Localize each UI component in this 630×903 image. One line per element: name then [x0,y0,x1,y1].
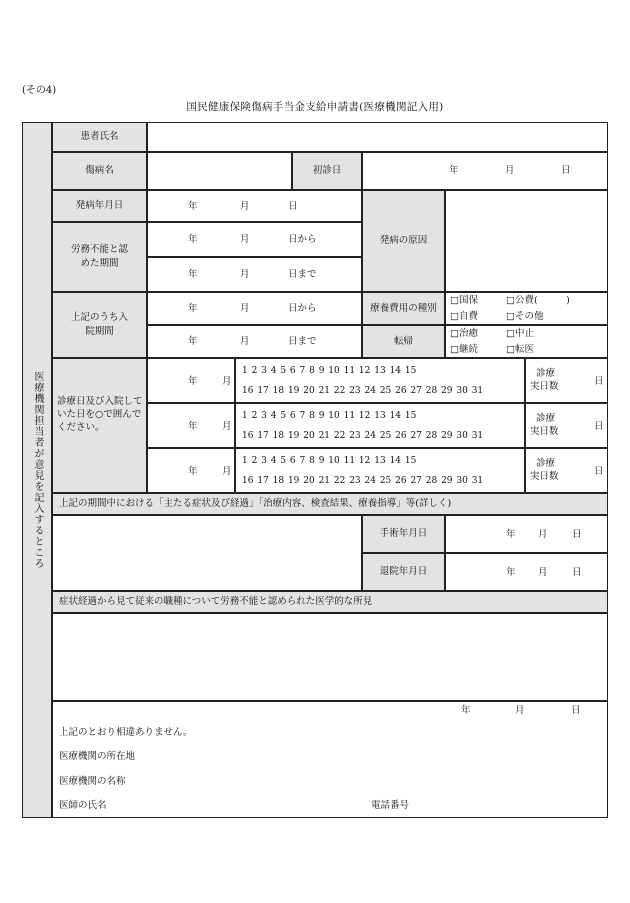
days-grid-3[interactable] [235,448,525,493]
actual-days-3-line1: 診療 [536,458,556,469]
doctor-name-label: 医師の氏名 [59,800,107,811]
signature-day: 日 [571,705,581,716]
days-row-1-first-half: 1 2 3 4 5 6 7 8 9 10 11 12 13 14 15 [242,366,417,376]
days-grid-1[interactable] [235,358,525,403]
onset-month: 月 [240,201,250,212]
onset-date-label-cell [52,190,147,222]
first-visit-year: 年 [449,165,459,176]
first-visit-month: 月 [505,165,515,176]
hospital-until-month: 月 [240,336,250,347]
incapacity-until-year: 年 [188,269,198,280]
hospital-label-cell [52,292,147,358]
days-row-3-second-half: 16 17 18 19 20 21 22 23 24 25 26 27 28 29 30 31 [242,476,484,486]
incapacity-label-cell [52,222,147,292]
outcome-option-stopped[interactable]: □中止 [506,328,534,339]
onset-day: 日 [288,201,298,212]
onset-date-field[interactable] [147,190,362,222]
discharge-month: 月 [538,567,548,578]
cause-label-cell [362,190,445,292]
incapacity-label: 労務不能と認めた期間 [70,243,128,269]
actual-days-1-line2: 実日数 [530,381,559,392]
opinion-field[interactable] [52,613,608,701]
certify-text: 上記のとおり相違ありません。 [59,727,193,738]
outcome-option-transfer[interactable]: □転医 [506,344,534,355]
first-visit-field[interactable] [362,152,608,190]
month-row-3-month: 月 [222,466,232,477]
side-label: 医療機関担当者が意見を記入するところ [32,371,43,569]
hospital-until-field[interactable] [147,325,362,358]
injury-name-label: 傷病名 [85,165,114,177]
hospital-until-year: 年 [188,336,198,347]
cost-option-other[interactable]: □その他 [506,311,544,322]
page-label: (その4) [22,85,57,96]
incapacity-from-day: 日から [288,234,317,245]
side-label-cell [22,122,52,818]
month-row-2-month: 月 [222,421,232,432]
discharge-date-label: 退院年月日 [379,566,428,578]
actual-days-1-line1: 診療 [536,368,556,379]
actual-days-1-unit: 日 [594,376,604,387]
signature-year: 年 [461,705,471,716]
surgery-year: 年 [506,529,516,540]
symptoms-heading: 上記の期間中における「主たる症状及び経過」「治療内容、検査結果、療養指導」等(詳しく) [59,498,452,510]
symptoms-field[interactable] [52,515,362,591]
actual-days-2-unit: 日 [594,421,604,432]
month-row-3[interactable] [147,448,235,493]
days-row-1-second-half: 16 17 18 19 20 21 22 23 24 25 26 27 28 29 30 31 [242,386,484,396]
symptoms-heading-cell [52,493,608,515]
cause-field[interactable] [445,190,608,292]
month-row-2-year: 年 [188,421,198,432]
hospital-label: 上記のうち入院期間 [70,311,128,337]
outcome-label-cell [362,325,445,358]
opinion-heading-cell [52,591,608,613]
cause-label: 発病の原因 [379,235,428,247]
surgery-date-label: 手術年月日 [379,528,428,540]
days-row-2-first-half: 1 2 3 4 5 6 7 8 9 10 11 12 13 14 15 [242,411,417,421]
form-title: 国民健康保険傷病手当金支給申請書(医療機関記入用) [186,101,444,113]
days-grid-2[interactable] [235,403,525,448]
outcome-option-continuing[interactable]: □継続 [450,344,478,355]
incapacity-from-month: 月 [240,234,250,245]
treatment-days-label-cell [52,358,147,493]
incapacity-until-day: 日まで [288,269,317,280]
patient-name-label-cell [52,122,147,152]
month-row-1[interactable] [147,358,235,403]
incapacity-from-field[interactable] [147,222,362,257]
hospital-from-year: 年 [188,303,198,314]
month-row-3-year: 年 [188,466,198,477]
discharge-day: 日 [572,567,582,578]
injury-name-field[interactable] [147,152,292,190]
days-row-2-second-half: 16 17 18 19 20 21 22 23 24 25 26 27 28 29 30 31 [242,431,484,441]
cost-type-label: 療養費用の種別 [370,302,437,314]
cost-option-jihi[interactable]: □自費 [450,311,478,322]
surgery-date-label-cell [362,515,445,553]
first-visit-label-cell [292,152,362,190]
discharge-date-label-cell [362,553,445,591]
hospital-from-field[interactable] [147,292,362,325]
patient-name-label: 患者氏名 [80,131,119,143]
month-row-1-month: 月 [222,376,232,387]
cost-type-label-cell [362,292,445,325]
patient-name-field[interactable] [147,122,608,152]
onset-date-label: 発病年月日 [75,200,124,212]
outcome-options [445,325,608,358]
opinion-heading: 症状経過から見て従来の職種について労務不能と認められた医学的な所見 [59,596,373,608]
onset-year: 年 [188,201,198,212]
surgery-month: 月 [538,529,548,540]
cost-type-options [445,292,608,325]
facility-name-label: 医療機関の名称 [59,776,126,787]
signature-month: 月 [515,705,525,716]
incapacity-from-year: 年 [188,234,198,245]
incapacity-until-field[interactable] [147,257,362,292]
incapacity-until-month: 月 [240,269,250,280]
injury-name-label-cell [52,152,147,190]
actual-days-3-unit: 日 [594,466,604,477]
actual-days-1[interactable] [525,358,608,403]
discharge-year: 年 [506,567,516,578]
month-row-1-year: 年 [188,376,198,387]
actual-days-3-line2: 実日数 [530,471,559,482]
facility-address-label: 医療機関の所在地 [59,751,136,762]
days-row-3-first-half: 1 2 3 4 5 6 7 8 9 10 11 12 13 14 15 [242,456,417,466]
month-row-2[interactable] [147,403,235,448]
actual-days-3[interactable] [525,448,608,493]
phone-label: 電話番号 [371,800,410,811]
first-visit-day: 日 [561,165,571,176]
actual-days-2-line1: 診療 [536,413,556,424]
first-visit-label: 初診日 [312,165,342,177]
cost-option-kokuho[interactable]: □国保 [450,295,478,306]
surgery-day: 日 [572,529,582,540]
discharge-date-field[interactable] [445,553,608,591]
treatment-days-label: 診療日及び入院していた日を○で囲んでください。 [57,396,143,433]
hospital-until-day: 日まで [288,336,317,347]
actual-days-2[interactable] [525,403,608,448]
actual-days-2-line2: 実日数 [530,426,559,437]
surgery-date-field[interactable] [445,515,608,553]
outcome-option-cured[interactable]: □治癒 [450,328,478,339]
hospital-from-day: 日から [288,303,317,314]
cost-option-kouhi[interactable]: □公費( ) [506,295,570,306]
hospital-from-month: 月 [240,303,250,314]
outcome-label: 転帰 [393,335,413,347]
signature-block [52,701,608,818]
